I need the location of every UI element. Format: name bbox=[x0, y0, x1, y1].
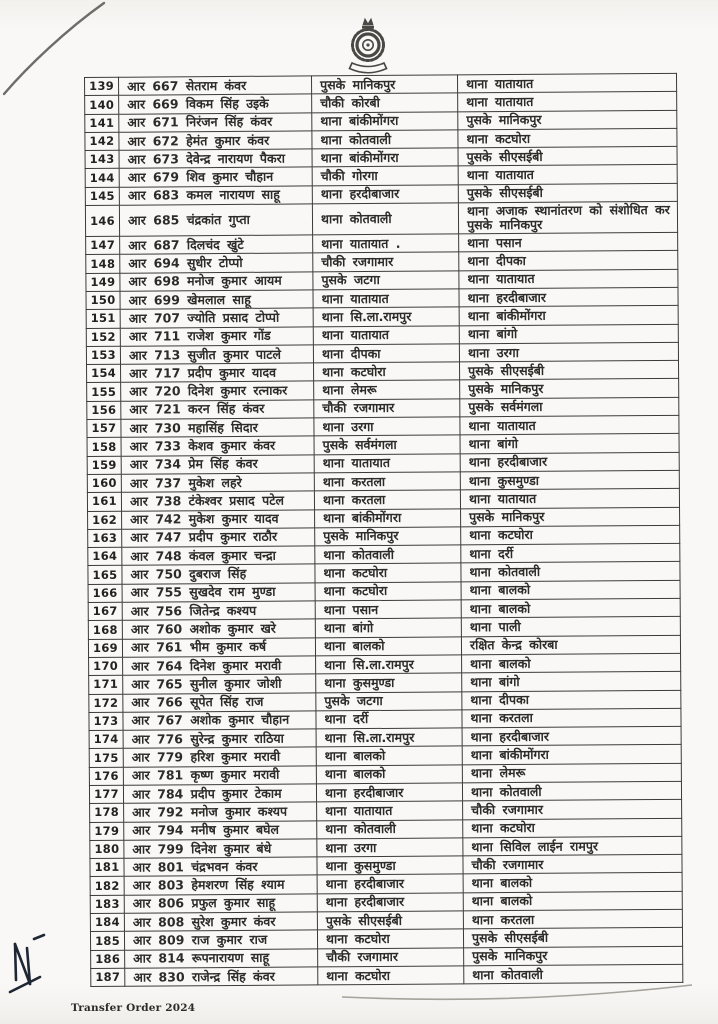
name-cell: आर 733 केशव कुमार कंवर bbox=[121, 436, 314, 456]
name-cell: आर 776 सुरेन्द्र कुमार राठिया bbox=[123, 729, 316, 749]
from-posting-cell: थाना बांगो bbox=[315, 618, 461, 637]
to-posting-cell: थाना बालको bbox=[461, 598, 680, 618]
to-posting-cell: पुसके सीएसईबी bbox=[458, 183, 677, 203]
serial-cell: 153 bbox=[86, 346, 120, 365]
page-curl-line bbox=[340, 975, 700, 1005]
from-posting-cell: थाना लेमरू bbox=[314, 380, 460, 399]
police-emblem-icon bbox=[343, 16, 393, 78]
from-posting-cell: थाना कुसमुण्डा bbox=[316, 673, 462, 692]
name-cell: आर 667 सेतराम कंवर bbox=[119, 76, 312, 96]
name-cell: आर 685 चंद्रकांत गुप्ता bbox=[119, 204, 312, 236]
name-cell: आर 717 प्रदीप कुमार यादव bbox=[121, 363, 314, 383]
to-posting-cell: थाना बांगो bbox=[460, 434, 679, 454]
serial-cell: 180 bbox=[90, 840, 124, 859]
from-posting-cell: थाना दीपका bbox=[313, 344, 459, 363]
to-posting-cell: थाना दर्री bbox=[461, 543, 680, 563]
name-cell: आर 747 प्रदीप कुमार राठौर bbox=[122, 528, 315, 548]
name-cell: आर 683 कमल नारायण साहू bbox=[119, 186, 312, 206]
serial-cell: 156 bbox=[87, 401, 121, 420]
from-posting-cell: थाना कटघोरा bbox=[317, 929, 463, 948]
name-cell: आर 673 देवेन्द्र नारायण पैकरा bbox=[119, 149, 312, 169]
table-container bbox=[84, 73, 683, 987]
name-cell: आर 755 सुखदेव राम मुण्डा bbox=[122, 583, 315, 603]
to-posting-cell: थाना यातायात bbox=[457, 73, 676, 93]
to-posting-cell: थाना करतला bbox=[463, 909, 682, 929]
to-posting-cell: पुसके सीएसईबी bbox=[459, 361, 678, 381]
serial-cell: 143 bbox=[85, 150, 119, 169]
serial-cell: 172 bbox=[89, 694, 123, 713]
name-cell: आर 734 प्रेम सिंह कंवर bbox=[121, 455, 314, 475]
to-posting-cell: चौकी रजगामार bbox=[463, 800, 682, 820]
name-cell: आर 748 कंवल कुमार चन्द्रा bbox=[122, 546, 315, 566]
serial-cell: 179 bbox=[90, 822, 124, 841]
serial-cell: 173 bbox=[89, 712, 123, 731]
to-posting-cell: थाना पाली bbox=[461, 617, 680, 637]
serial-cell: 145 bbox=[85, 187, 119, 206]
from-posting-cell: थाना यातायात bbox=[313, 289, 459, 308]
serial-cell: 157 bbox=[87, 419, 121, 438]
from-posting-cell: चौकी रजगामार bbox=[314, 399, 460, 418]
from-posting-cell: थाना कोतवाली bbox=[312, 203, 458, 235]
name-cell: आर 737 मुकेश लहरे bbox=[121, 473, 314, 493]
serial-cell: 142 bbox=[85, 132, 119, 151]
serial-cell: 187 bbox=[91, 968, 125, 987]
serial-cell: 141 bbox=[85, 114, 119, 133]
name-cell: आर 808 सुरेश कुमार कंवर bbox=[124, 912, 317, 932]
name-cell: आर 679 शिव कुमार चौहान bbox=[119, 167, 312, 187]
to-posting-cell: रक्षित केन्द्र कोरबा bbox=[461, 635, 680, 655]
name-cell: आर 767 अशोक कुमार चौहान bbox=[123, 711, 316, 731]
from-posting-cell: थाना उरगा bbox=[314, 417, 460, 436]
to-posting-cell: थाना दीपका bbox=[462, 690, 681, 710]
to-posting-cell: थाना बांगो bbox=[462, 672, 681, 692]
name-cell: आर 760 अशोक कुमार खरे bbox=[122, 619, 315, 639]
signature-mark bbox=[4, 928, 54, 1003]
to-posting-cell: थाना बांकीमोंगरा bbox=[459, 306, 678, 326]
serial-cell: 166 bbox=[88, 584, 122, 603]
from-posting-cell: थाना कोतवाली bbox=[315, 545, 461, 564]
serial-cell: 164 bbox=[88, 547, 122, 566]
to-posting-cell: पुसके मानिकपुर bbox=[461, 507, 680, 527]
to-posting-cell: पुसके मानिकपुर bbox=[464, 946, 683, 966]
name-cell: आर 803 हेमशरण सिंह श्याम bbox=[124, 875, 317, 895]
name-cell: आर 764 दिनेश कुमार मरावी bbox=[123, 656, 316, 676]
serial-cell: 148 bbox=[86, 255, 120, 274]
serial-cell: 144 bbox=[85, 169, 119, 188]
name-cell: आर 779 हरिश कुमार मरावी bbox=[123, 747, 316, 767]
serial-cell: 140 bbox=[85, 96, 119, 115]
serial-cell: 186 bbox=[91, 950, 125, 969]
serial-cell: 165 bbox=[88, 566, 122, 585]
from-posting-cell: थाना यातायात bbox=[317, 801, 463, 820]
to-posting-cell: थाना हरदीबाजार bbox=[459, 287, 678, 307]
serial-cell: 176 bbox=[89, 767, 123, 786]
name-cell: आर 750 दुबराज सिंह bbox=[122, 564, 315, 584]
from-posting-cell: थाना करतला bbox=[314, 490, 460, 509]
name-cell: आर 761 भीम कुमार कर्ष bbox=[122, 638, 315, 658]
from-posting-cell: थाना कुसमुण्डा bbox=[317, 856, 463, 875]
transfer-table bbox=[84, 73, 683, 987]
from-posting-cell: थाना हरदीबाजार bbox=[317, 893, 463, 912]
name-cell: आर 669 विकम सिंह उइके bbox=[119, 94, 312, 114]
from-posting-cell: थाना सि.ला.रामपुर bbox=[313, 307, 459, 326]
name-cell: आर 699 खेमलाल साहू bbox=[120, 290, 313, 310]
from-posting-cell: पुसके मानिकपुर bbox=[311, 75, 457, 94]
to-posting-cell: थाना हरदीबाजार bbox=[460, 452, 679, 472]
name-cell: आर 720 दिनेश कुमार रत्नाकर bbox=[121, 381, 314, 401]
from-posting-cell: थाना कटघोरा bbox=[315, 582, 461, 601]
from-posting-cell: थाना बांकीमोंगरा bbox=[312, 148, 458, 167]
table-row bbox=[85, 201, 677, 236]
from-posting-cell: थाना हरदीबाजार bbox=[317, 874, 463, 893]
from-posting-cell: पुसके जटगा bbox=[316, 691, 462, 710]
name-cell: आर 756 जितेन्द्र कश्यप bbox=[122, 601, 315, 621]
from-posting-cell: थाना दर्री bbox=[316, 710, 462, 729]
from-posting-cell: थाना कटघोरा bbox=[315, 563, 461, 582]
serial-cell: 150 bbox=[86, 291, 120, 310]
to-posting-cell: थाना कोतवाली bbox=[464, 964, 683, 984]
name-cell: आर 799 दिनेश कुमार बंधे bbox=[124, 839, 317, 859]
name-cell: आर 794 मनीष कुमार बघेल bbox=[124, 820, 317, 840]
to-posting-cell: पुसके सीएसईबी bbox=[458, 147, 677, 167]
serial-cell: 152 bbox=[86, 328, 120, 347]
to-posting-cell: थाना अजाक स्थानांतरण को संशोधित कर पुसके मानिकपुर bbox=[458, 201, 677, 234]
from-posting-cell: चौकी रजगामार bbox=[313, 252, 459, 271]
to-posting-cell: थाना कुसमुण्डा bbox=[460, 470, 679, 490]
from-posting-cell: थाना हरदीबाजार bbox=[312, 185, 458, 204]
to-posting-cell: थाना हरदीबाजार bbox=[462, 726, 681, 746]
to-posting-cell: चौकी रजगामार bbox=[463, 855, 682, 875]
serial-cell: 163 bbox=[88, 529, 122, 548]
serial-cell: 147 bbox=[86, 236, 120, 255]
from-posting-cell: पुसके मानिकपुर bbox=[315, 527, 461, 546]
name-cell: आर 806 प्रफुल कुमार साहू bbox=[124, 894, 317, 914]
to-posting-cell: पुसके सर्वमंगला bbox=[460, 397, 679, 417]
to-posting-cell: थाना करतला bbox=[462, 708, 681, 728]
serial-cell: 182 bbox=[90, 877, 124, 896]
serial-cell: 151 bbox=[86, 310, 120, 329]
serial-cell: 155 bbox=[87, 383, 121, 402]
to-posting-cell: पुसके मानिकपुर bbox=[458, 110, 677, 130]
to-posting-cell: थाना कटघोरा bbox=[463, 818, 682, 838]
from-posting-cell: थाना यातायात bbox=[314, 454, 460, 473]
to-posting-cell: थाना कोतवाली bbox=[462, 781, 681, 801]
from-posting-cell: थाना सि.ला.रामपुर bbox=[316, 655, 462, 674]
serial-cell: 183 bbox=[90, 895, 124, 914]
name-cell: आर 742 मुकेश कुमार यादव bbox=[122, 509, 315, 529]
from-posting-cell: थाना सि.ला.रामपुर bbox=[316, 728, 462, 747]
to-posting-cell: पुसके मानिकपुर bbox=[460, 379, 679, 399]
serial-cell: 184 bbox=[90, 913, 124, 932]
name-cell: आर 830 राजेन्द्र सिंह कंवर bbox=[125, 967, 318, 987]
name-cell: आर 730 महासिंह सिदार bbox=[121, 418, 314, 438]
to-posting-cell: थाना उरगा bbox=[459, 342, 678, 362]
name-cell: आर 781 कृष्ण कुमार मरावी bbox=[123, 766, 316, 786]
to-posting-cell: थाना यातायात bbox=[458, 165, 677, 185]
to-posting-cell: थाना सिविल लाईन रामपुर bbox=[463, 836, 682, 856]
from-posting-cell: थाना पसान bbox=[315, 600, 461, 619]
name-cell: आर 766 सूपेत सिंह राज bbox=[123, 692, 316, 712]
from-posting-cell: पुसके जटगा bbox=[313, 271, 459, 290]
from-posting-cell: थाना यातायात . bbox=[313, 234, 459, 253]
from-posting-cell: थाना बांकीमोंगरा bbox=[312, 111, 458, 130]
to-posting-cell: थाना बालको bbox=[463, 873, 682, 893]
to-posting-cell: थाना बालको bbox=[463, 891, 682, 911]
serial-cell: 139 bbox=[85, 77, 119, 96]
to-posting-cell: थाना कोतवाली bbox=[461, 562, 680, 582]
from-posting-cell: थाना यातायात bbox=[313, 325, 459, 344]
name-cell: आर 687 दिलचंद खुंटे bbox=[120, 235, 313, 255]
serial-cell: 178 bbox=[90, 804, 124, 823]
serial-cell: 185 bbox=[90, 932, 124, 951]
serial-cell: 159 bbox=[87, 456, 121, 475]
serial-cell: 177 bbox=[89, 785, 123, 804]
name-cell: आर 814 रूपनारायण साहू bbox=[125, 949, 318, 969]
serial-cell: 160 bbox=[87, 474, 121, 493]
serial-cell: 171 bbox=[89, 675, 123, 694]
to-posting-cell: थाना यातायात bbox=[460, 489, 679, 509]
from-posting-cell: थाना बालको bbox=[316, 765, 462, 784]
to-posting-cell: थाना बालको bbox=[461, 580, 680, 600]
name-cell: आर 801 चंद्रभवन कंवर bbox=[124, 857, 317, 877]
name-cell: आर 738 टंकेश्वर प्रसाद पटेल bbox=[121, 491, 314, 511]
from-posting-cell: चौकी रजगामार bbox=[318, 948, 464, 967]
name-cell: आर 672 हेमंत कुमार कंवर bbox=[119, 131, 312, 151]
name-cell: आर 792 मनोज कुमार कश्यप bbox=[124, 802, 317, 822]
to-posting-cell: थाना यातायात bbox=[460, 415, 679, 435]
to-posting-cell: थाना कटघोरा bbox=[458, 128, 677, 148]
from-posting-cell: पुसके सर्वमंगला bbox=[314, 435, 460, 454]
name-cell: आर 711 राजेश कुमार गोंड bbox=[120, 326, 313, 346]
serial-cell: 149 bbox=[86, 273, 120, 292]
name-cell: आर 707 ज्योति प्रसाद टोप्पो bbox=[120, 308, 313, 328]
from-posting-cell: चौकी कोरबी bbox=[312, 93, 458, 112]
to-posting-cell: थाना पसान bbox=[459, 232, 678, 252]
serial-cell: 169 bbox=[88, 639, 122, 658]
to-posting-cell: पुसके सीएसईबी bbox=[463, 928, 682, 948]
from-posting-cell: थाना कटघोरा bbox=[314, 362, 460, 381]
serial-cell: 170 bbox=[89, 657, 123, 676]
to-posting-cell: थाना यातायात bbox=[458, 92, 677, 112]
from-posting-cell: थाना कोतवाली bbox=[317, 819, 463, 838]
to-posting-cell: थाना कटघोरा bbox=[461, 525, 680, 545]
serial-cell: 154 bbox=[87, 364, 121, 383]
transfer-table-body bbox=[85, 73, 683, 986]
from-posting-cell: थाना बालको bbox=[316, 746, 462, 765]
from-posting-cell: चौकी गोरगा bbox=[312, 166, 458, 185]
from-posting-cell: थाना उरगा bbox=[317, 838, 463, 857]
serial-cell: 158 bbox=[87, 438, 121, 457]
to-posting-cell: थाना लेमरू bbox=[462, 763, 681, 783]
serial-cell: 181 bbox=[90, 858, 124, 877]
from-posting-cell: पुसके सीएसईबी bbox=[317, 911, 463, 930]
to-posting-cell: थाना बालको bbox=[462, 653, 681, 673]
serial-cell: 161 bbox=[87, 492, 121, 511]
from-posting-cell: थाना बांकीमोंगरा bbox=[315, 508, 461, 527]
serial-cell: 174 bbox=[89, 730, 123, 749]
serial-cell: 146 bbox=[85, 205, 119, 236]
serial-cell: 175 bbox=[89, 749, 123, 768]
from-posting-cell: थाना हरदीबाजार bbox=[316, 783, 462, 802]
from-posting-cell: थाना बालको bbox=[315, 636, 461, 655]
to-posting-cell: थाना बांकीमोंगरा bbox=[462, 745, 681, 765]
footer-label: Transfer Order 2024 bbox=[71, 1002, 196, 1014]
name-cell: आर 765 सुनील कुमार जोशी bbox=[123, 674, 316, 694]
to-posting-cell: थाना दीपका bbox=[459, 251, 678, 271]
name-cell: आर 698 मनोज कुमार आयम bbox=[120, 272, 313, 292]
from-posting-cell: थाना करतला bbox=[314, 472, 460, 491]
name-cell: आर 713 सुजीत कुमार पाटले bbox=[120, 345, 313, 365]
name-cell: आर 721 करन सिंह कंवर bbox=[121, 400, 314, 420]
from-posting-cell: थाना कटघोरा bbox=[318, 966, 464, 985]
name-cell: आर 784 प्रदीप कुमार टेकाम bbox=[123, 784, 316, 804]
from-posting-cell: थाना कोतवाली bbox=[312, 130, 458, 149]
name-cell: आर 809 राज कुमार राज bbox=[124, 930, 317, 950]
serial-cell: 162 bbox=[88, 511, 122, 530]
to-posting-cell: थाना यातायात bbox=[459, 269, 678, 289]
to-posting-cell: थाना बांगो bbox=[459, 324, 678, 344]
name-cell: आर 694 सुधीर टोप्पो bbox=[120, 253, 313, 273]
serial-cell: 168 bbox=[88, 621, 122, 640]
name-cell: आर 671 निरंजन सिंह कंवर bbox=[119, 113, 312, 133]
serial-cell: 167 bbox=[88, 602, 122, 621]
